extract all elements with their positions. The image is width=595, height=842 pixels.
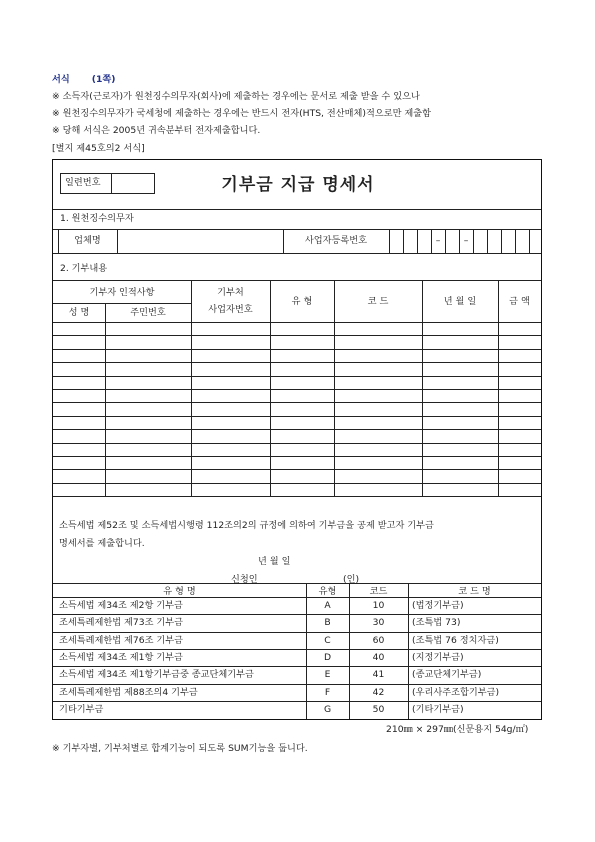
code-table-code-name: (법정기부금) xyxy=(412,600,464,611)
code-table-type-name: 소득세법 제34조 제1항 기부금 xyxy=(59,651,183,663)
section-donations: 2. 기부내용 xyxy=(60,263,108,274)
name-header: 성 명 xyxy=(68,307,90,318)
code-table-code: 30 xyxy=(372,617,385,629)
serial-number-box xyxy=(60,173,155,194)
note-2: ※ 원천징수의무자가 국세청에 제출하는 경우에는 반드시 전자(HTS, 전산매체)적으로만 제출함 xyxy=(52,108,432,119)
code-table-type-letter: A xyxy=(324,600,331,611)
code-table-header: 코드 xyxy=(369,586,388,597)
code-table-type-name: 기타기부금 xyxy=(59,703,104,715)
code-table-type-letter: G xyxy=(323,703,332,715)
donation-statement-form xyxy=(52,159,542,720)
note-3: ※ 당해 서식은 2005년 귀속분부터 전자제출합니다. xyxy=(52,125,261,136)
code-table-type-letter: C xyxy=(324,634,331,646)
code-table-type-name: 조세특례제한법 제73조 기부금 xyxy=(59,617,184,629)
code-table-code-name: (조특법 73) xyxy=(412,617,461,629)
code-header: 코 드 xyxy=(367,296,389,307)
form-number-label: 서식 xyxy=(52,74,70,85)
code-table-code: 10 xyxy=(372,600,385,611)
amount-header: 금 액 xyxy=(509,296,530,307)
business-number-field[interactable] xyxy=(390,230,540,252)
sum-function-note: ※ 기부자별, 기부처별로 합계기능이 되도록 SUM기능을 둡니다. xyxy=(52,743,308,754)
code-table-type-name: 소득세법 제34조 제2항 기부금 xyxy=(59,600,183,611)
code-table-type-letter: D xyxy=(323,651,332,663)
business-number-dash-2: – xyxy=(463,235,469,246)
code-table-code: 40 xyxy=(372,651,385,663)
serial-number-field[interactable] xyxy=(112,174,154,193)
code-table-header: 유형 xyxy=(318,586,337,597)
code-table-type-name: 조세특례제한법 제76조 기부금 xyxy=(59,634,184,646)
date-line: 년 월 일 xyxy=(258,556,291,567)
business-number-dash-1: – xyxy=(435,235,441,246)
code-table-code-name: (기타기부금) xyxy=(412,703,464,715)
code-table-header: 유 형 명 xyxy=(163,586,196,597)
code-table-code: 50 xyxy=(372,703,385,715)
code-table-type-letter: E xyxy=(324,669,331,681)
code-table-header: 코 드 명 xyxy=(458,586,491,597)
recipient-number-header: 사업자번호 xyxy=(208,304,253,315)
note-1: ※ 소득자(근로자)가 원천징수의무자(회사)에 제출하는 경우에는 문서로 제출 받을 수 있으나 xyxy=(52,91,420,102)
company-name-field[interactable] xyxy=(118,230,282,252)
code-table-type-name: 조세특례제한법 제88조의4 기부금 xyxy=(59,686,198,698)
code-table-code-name: (종교단체기부금) xyxy=(412,669,482,681)
code-table-code: 60 xyxy=(372,634,385,646)
donor-info-header: 기부자 인적사항 xyxy=(89,287,155,298)
company-label: 업체명 xyxy=(74,235,101,246)
section-withholder: 1. 원천징수의무자 xyxy=(60,213,134,224)
type-header: 유 형 xyxy=(291,296,313,307)
declaration-line-2: 명세서를 제출합니다. xyxy=(59,538,145,549)
code-table-code-name: (조특법 76 정치자금) xyxy=(412,634,499,646)
code-table-code: 41 xyxy=(372,669,385,681)
code-table-code-name: (지정기부금) xyxy=(412,651,464,663)
recipient-header: 기부처 xyxy=(217,287,244,298)
applicant-label: 신청인 xyxy=(231,574,258,585)
code-table-code-name: (우리사주조합기부금) xyxy=(412,686,500,698)
rrn-header: 주민번호 xyxy=(130,307,166,318)
paper-size-note: 210㎜ × 297㎜(신문용지 54g/㎡) xyxy=(386,724,529,735)
code-table-type-letter: F xyxy=(324,686,331,698)
form-reference: [별지 제45호의2 서식] xyxy=(52,143,145,154)
serial-number-label: 일련번호 xyxy=(65,177,101,188)
code-table-code: 42 xyxy=(372,686,385,698)
form-label xyxy=(52,74,115,86)
code-table-type-letter: B xyxy=(324,617,331,629)
code-table-type-name: 소득세법 제34조 제1항기부금중 종교단체기부금 xyxy=(59,669,254,681)
date-header: 년 월 일 xyxy=(443,296,477,307)
business-number-label: 사업자등록번호 xyxy=(304,235,368,246)
page-label: (1쪽) xyxy=(91,74,116,85)
form-title: 기부금 지급 명세서 xyxy=(221,175,375,195)
seal-mark: (인) xyxy=(343,574,360,585)
declaration-line-1: 소득세법 제52조 및 소득세법시행령 112조의2의 규정에 의하여 기부금을 공제 받고자 기부금 xyxy=(59,520,434,531)
